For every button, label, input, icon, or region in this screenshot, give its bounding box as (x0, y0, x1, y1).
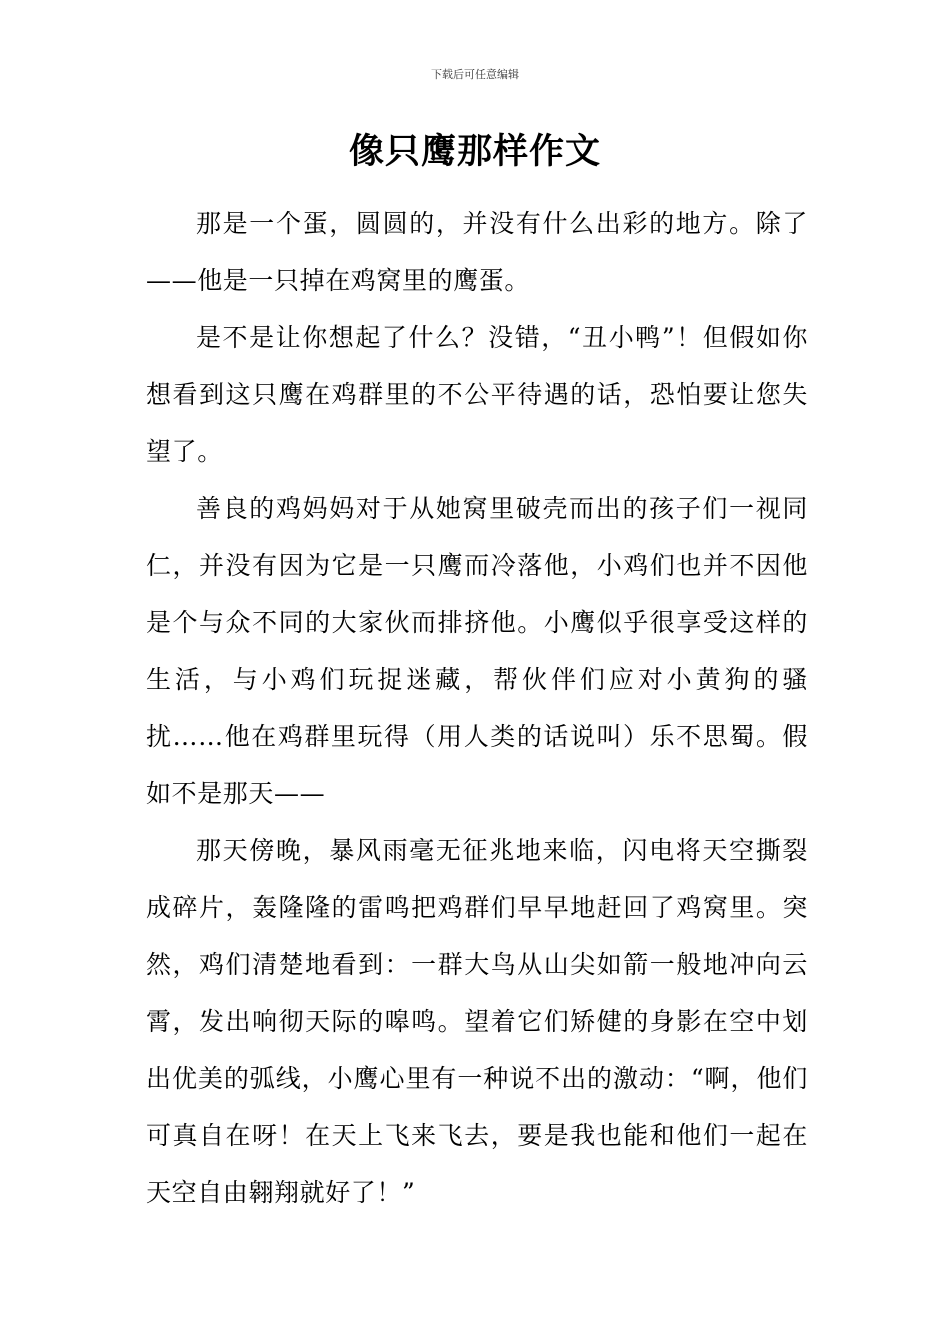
paragraph-4: 那天傍晚，暴风雨毫无征兆地来临，闪电将天空撕裂成碎片，轰隆隆的雷鸣把鸡群们早早地赶回了鸡窝里。突然，鸡们清楚地看到：一群大鸟从山尖如箭一般地冲向云霄，发出响彻天际的嗥鸣。望着它们矫健的身影在空中划出优美的弧线，小鹰心里有一种说不出的激动：“啊，他们可真自在呀！在天上飞来飞去，要是我也能和他们一起在天空自由翱翔就好了！” (146, 836, 808, 1207)
paragraph-1: 那是一个蛋，圆圆的，并没有什么出彩的地方。除了——他是一只掉在鸡窝里的鹰蛋。 (146, 209, 808, 295)
paragraph-2: 是不是让你想起了什么？没错，“丑小鸭”！但假如你想看到这只鹰在鸡群里的不公平待遇的话，恐怕要让您失望了。 (146, 323, 808, 466)
paragraph-3: 善良的鸡妈妈对于从她窝里破壳而出的孩子们一视同仁，并没有因为它是一只鹰而冷落他，小鸡们也并不因他是个与众不同的大家伙而排挤他。小鹰似乎很享受这样的生活，与小鸡们玩捉迷藏，帮伙伴们应对小黄狗的骚扰……他在鸡群里玩得（用人类的话说叫）乐不思蜀。假如不是那天—— (146, 494, 808, 808)
document-body (146, 195, 808, 1221)
header-note: 下载后可任意编辑 (431, 68, 519, 81)
document-title: 像只鹰那样作文 (348, 132, 601, 172)
